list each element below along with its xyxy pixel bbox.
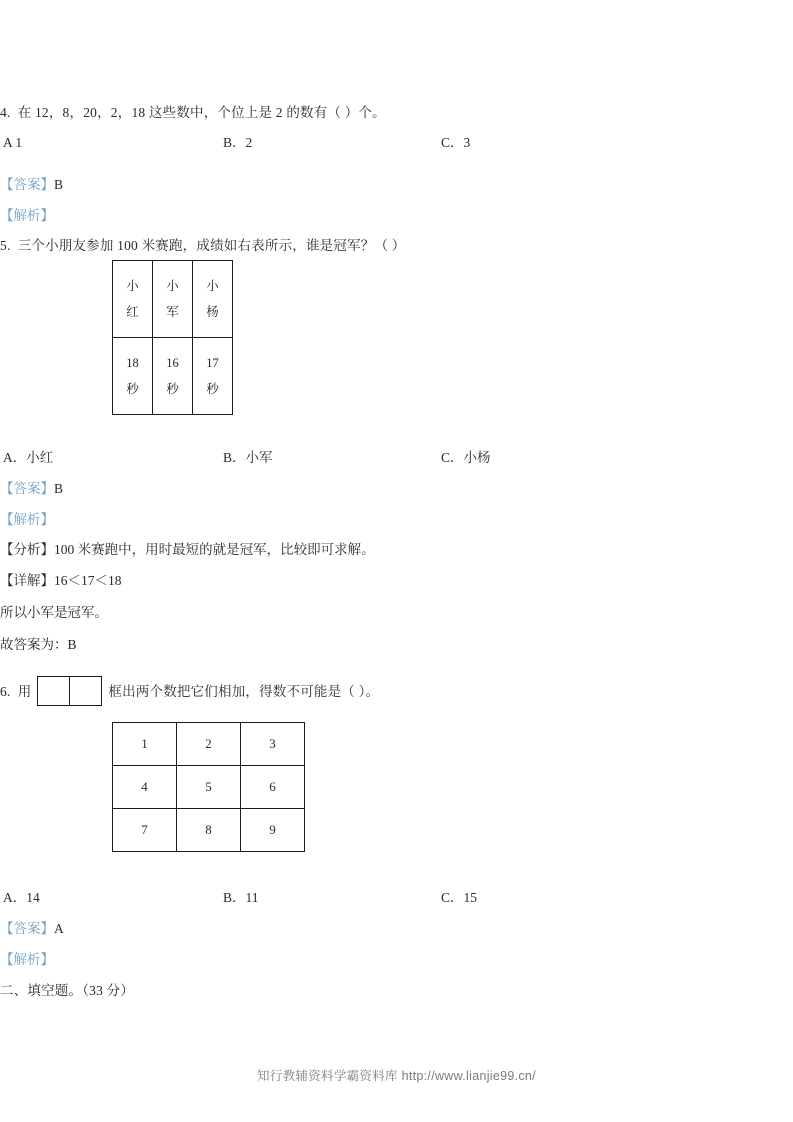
race-time-2-num: 16 bbox=[166, 356, 179, 370]
question-4-stem-row bbox=[0, 104, 570, 122]
explanation-detail: 【详解】16＜17＜18 bbox=[0, 573, 122, 588]
number-grid bbox=[112, 722, 305, 852]
explanation-final-answer: 故答案为：B bbox=[0, 637, 77, 652]
question-6-stem-row bbox=[0, 676, 570, 706]
grid-cell-8: 8 bbox=[177, 809, 241, 852]
section-heading: 二、填空题。（33 分） bbox=[0, 983, 135, 998]
question-4-option-b[interactable]: B．2 bbox=[223, 135, 253, 150]
race-time-3-num: 17 bbox=[206, 356, 219, 370]
grid-cell-2: 2 bbox=[177, 723, 241, 766]
race-name-3-char1: 小 bbox=[206, 279, 219, 293]
race-result-table bbox=[112, 260, 233, 415]
grid-cell-9: 9 bbox=[241, 809, 305, 852]
answer-label: 【答案】 bbox=[0, 921, 54, 936]
table-row bbox=[113, 809, 305, 852]
question-4-text: 在 12，8，20，2，18 这些数中，个位上是 2 的数有（ ）个。 bbox=[17, 105, 386, 120]
question-5-stem bbox=[0, 237, 570, 255]
answer-value: B bbox=[54, 481, 64, 496]
grid-cell-4: 4 bbox=[113, 766, 177, 809]
question-6-option-a[interactable]: A．14 bbox=[3, 890, 40, 905]
question-6-text-before: 用 bbox=[17, 684, 32, 699]
question-4-option-c[interactable]: C．3 bbox=[441, 135, 471, 150]
analysis-label: 【解析】 bbox=[0, 208, 54, 223]
question-5-stem-row bbox=[0, 237, 570, 255]
answer-value: B bbox=[54, 177, 64, 192]
explanation-analysis: 【分析】100 米赛跑中，用时最短的就是冠军，比较即可求解。 bbox=[0, 542, 375, 557]
race-time-2-unit: 秒 bbox=[166, 382, 179, 396]
question-5-options bbox=[0, 449, 570, 467]
table-row-times bbox=[113, 338, 233, 415]
table-row-names bbox=[113, 261, 233, 338]
race-time-cell-2 bbox=[153, 338, 193, 415]
race-time-1-unit: 秒 bbox=[126, 382, 139, 396]
question-5-number: 5. bbox=[0, 238, 11, 253]
question-5-explain-4-row bbox=[0, 636, 570, 674]
race-name-1-char2: 红 bbox=[126, 305, 139, 319]
grid-cell-1: 1 bbox=[113, 723, 177, 766]
question-6-stem bbox=[0, 676, 570, 706]
race-time-cell-1 bbox=[113, 338, 153, 415]
question-4-options bbox=[0, 134, 570, 152]
race-name-cell-2 bbox=[153, 261, 193, 338]
question-6-answer bbox=[0, 920, 570, 938]
race-name-cell-1 bbox=[113, 261, 153, 338]
table-row bbox=[113, 723, 305, 766]
question-5-answer bbox=[0, 480, 570, 498]
grid-cell-5: 5 bbox=[177, 766, 241, 809]
answer-label: 【答案】 bbox=[0, 481, 54, 496]
question-6-options bbox=[0, 889, 570, 907]
grid-cell-7: 7 bbox=[113, 809, 177, 852]
frame-box-cell-left bbox=[38, 677, 70, 706]
explanation-conclusion: 所以小军是冠军。 bbox=[0, 605, 108, 620]
grid-cell-6: 6 bbox=[241, 766, 305, 809]
analysis-label: 【解析】 bbox=[0, 952, 54, 967]
race-time-cell-3 bbox=[193, 338, 233, 415]
analysis-label: 【解析】 bbox=[0, 512, 54, 527]
frame-selector-box bbox=[37, 676, 102, 706]
race-time-3-unit: 秒 bbox=[206, 382, 219, 396]
grid-cell-3: 3 bbox=[241, 723, 305, 766]
race-name-3-char2: 杨 bbox=[206, 305, 219, 319]
answer-label: 【答案】 bbox=[0, 177, 54, 192]
race-name-1-char1: 小 bbox=[126, 279, 139, 293]
question-6-number: 6. bbox=[0, 684, 11, 699]
race-name-cell-3 bbox=[193, 261, 233, 338]
answer-value: A bbox=[54, 921, 64, 936]
question-6-option-b[interactable]: B．11 bbox=[223, 890, 259, 905]
question-4-option-a[interactable]: A 1 bbox=[3, 135, 23, 150]
race-name-2-char1: 小 bbox=[166, 279, 179, 293]
section-heading-row bbox=[0, 982, 570, 1000]
question-5-option-c[interactable]: C．小杨 bbox=[441, 450, 491, 465]
question-4-answer bbox=[0, 176, 570, 194]
question-5-option-b[interactable]: B．小军 bbox=[223, 450, 273, 465]
frame-box-cell-right bbox=[70, 677, 102, 706]
footer-watermark: 知行教辅资料学霸资料库 http://www.lianjie99.cn/ bbox=[257, 1069, 536, 1083]
question-6-option-c[interactable]: C．15 bbox=[441, 890, 478, 905]
question-5-text: 三个小朋友参加 100 米赛跑，成绩如右表所示，谁是冠军？（ ） bbox=[17, 238, 406, 253]
question-4-number: 4. bbox=[0, 105, 11, 120]
race-time-1-num: 18 bbox=[126, 356, 139, 370]
question-5-option-a[interactable]: A．小红 bbox=[3, 450, 54, 465]
race-name-2-char2: 军 bbox=[166, 305, 179, 319]
question-4-stem bbox=[0, 104, 570, 122]
question-6-text-after: 框出两个数把它们相加，得数不可能是（ ）。 bbox=[108, 684, 380, 699]
table-row bbox=[113, 766, 305, 809]
